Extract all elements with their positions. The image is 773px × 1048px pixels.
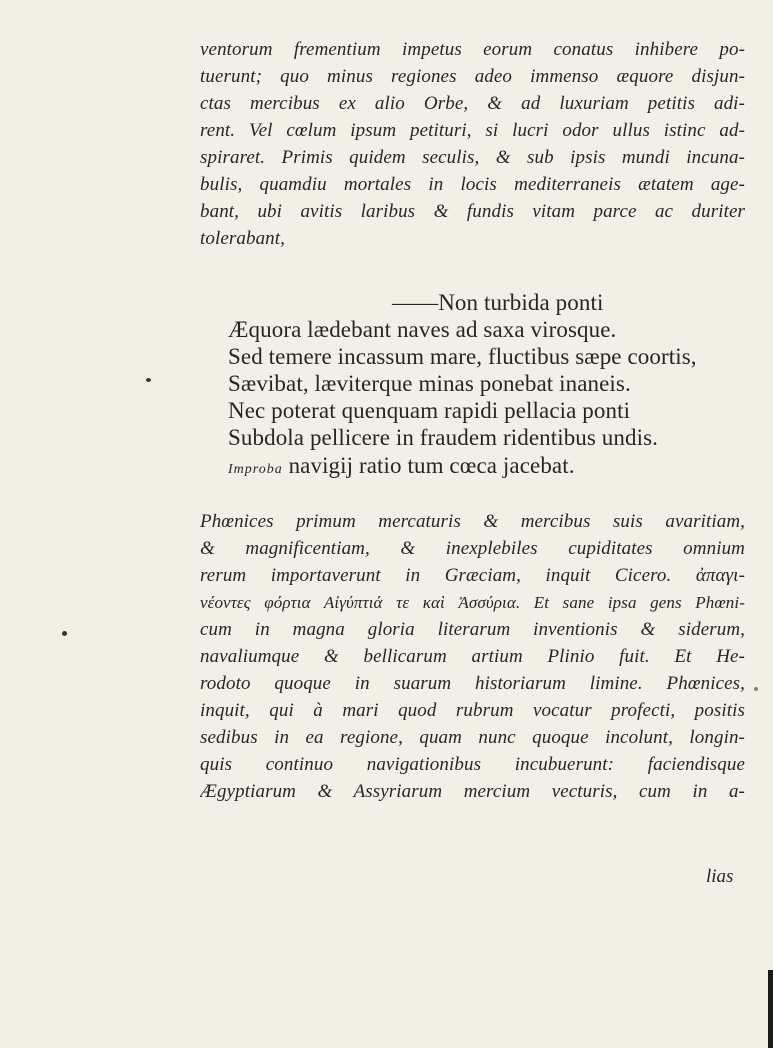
text-line: rerum importaverunt in Græciam, inquit Cicero. ἀπαγι-: [200, 565, 745, 586]
verse-line: Subdola pellicere in fraudem ridentibus undis.: [228, 425, 658, 450]
verse-line-rest: navigij ratio tum cœca jacebat.: [288, 453, 575, 478]
verse-line: Sed temere incassum mare, fluctibus sæpe coortis,: [228, 344, 697, 369]
text-line: Phœnices primum mercaturis & mercibus suis avaritiam,: [200, 511, 745, 532]
text-line: rodoto quoque in suarum historiarum limine. Phœnices,: [200, 673, 745, 694]
text-line: quis continuo navigationibus incubuerunt: faciendisque: [200, 754, 745, 775]
verse-line: Nec poterat quenquam rapidi pellacia ponti: [228, 398, 631, 423]
text-line: inquit, qui à mari quod rubrum vocatur profecti, positis: [200, 700, 745, 721]
verse-line: Sævibat, læviterque minas ponebat inaneis.: [228, 371, 631, 396]
verse-line: ——Non turbida ponti: [392, 290, 604, 315]
ink-speck: [146, 378, 151, 382]
text-line: cum in magna gloria literarum inventionis & siderum,: [200, 619, 745, 640]
verse-line: Æquora lædebant naves ad saxa virosque.: [228, 317, 617, 342]
text-line: ventorum frementium impetus eorum conatus inhibere po-: [200, 39, 745, 60]
small-caps-lead: Improba: [228, 462, 283, 477]
text-line: & magnificentiam, & inexplebiles cupiditates omnium: [200, 538, 745, 559]
text-line: navaliumque & bellicarum artium Plinio fuit. Et He-: [200, 646, 745, 667]
text-line: νέοντες φόρτια Αἰγύπτιά τε καὶ Ἀσσύρια. Et sane ipsa gens Phœni-: [200, 593, 745, 612]
ink-speck: [754, 687, 758, 691]
catchword: lias: [706, 866, 734, 887]
text-line: tolerabant,: [200, 228, 286, 249]
ink-speck: [62, 631, 67, 636]
verse-line: [228, 453, 575, 483]
text-line: Ægyptiarum & Assyriarum mercium vecturis, cum in a-: [200, 781, 745, 802]
text-line: sedibus in ea regione, quam nunc quoque incolunt, longin-: [200, 727, 745, 748]
text-line: tuerunt; quo minus regiones adeo immenso æquore disjun-: [200, 66, 745, 87]
text-line: ctas mercibus ex alio Orbe, & ad luxuriam petitis adi-: [200, 93, 745, 114]
text-line: rent. Vel cœlum ipsum petituri, si lucri odor ullus istinc ad-: [200, 120, 745, 141]
page-edge-shadow: [768, 970, 773, 1048]
text-line: spiraret. Primis quidem seculis, & sub ipsis mundi incuna-: [200, 147, 745, 168]
text-line: bulis, quamdiu mortales in locis mediterraneis ætatem age-: [200, 174, 745, 195]
text-line: bant, ubi avitis laribus & fundis vitam parce ac duriter: [200, 201, 745, 222]
